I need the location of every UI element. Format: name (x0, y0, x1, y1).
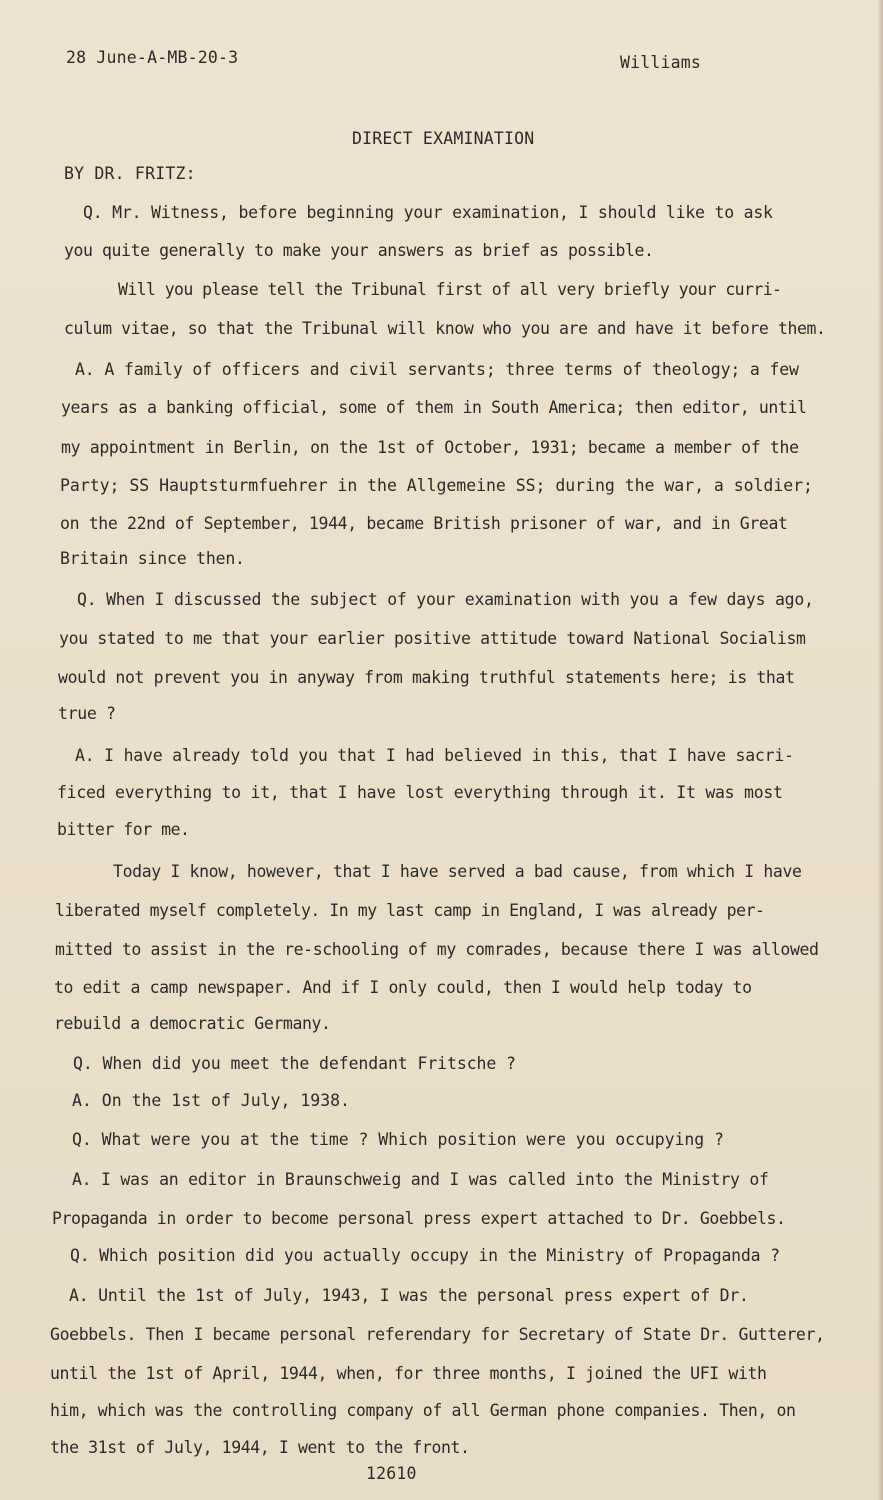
transcript-line: Q. Mr. Witness, before beginning your examination, I should like to ask (83, 203, 773, 222)
page-number: 12610 (366, 1464, 417, 1483)
speaker-name: Williams (620, 53, 702, 72)
transcript-line: ficed everything to it, that I have lost everything through it. It was most (57, 783, 783, 802)
transcript-line: Today I know, however, that I have served a bad cause, from which I have (113, 862, 802, 881)
section-title: DIRECT EXAMINATION (352, 129, 535, 148)
transcript-line: Will you please tell the Tribunal first of all very briefly your curri- (118, 280, 782, 299)
transcript-line: true ? (58, 704, 116, 723)
transcript-line: you stated to me that your earlier positive attitude toward National Socialism (59, 629, 806, 648)
transcript-line: Q. When I discussed the subject of your examination with you a few days ago, (77, 590, 814, 609)
transcript-line: culum vitae, so that the Tribunal will know who you are and have it before them. (64, 319, 826, 338)
transcript-line: liberated myself completely. In my last camp in England, I was already per- (55, 901, 765, 920)
transcript-line: to edit a camp newspaper. And if I only could, then I would help today to (54, 978, 752, 997)
page-edge-shadow (877, 0, 883, 1500)
transcript-line: Britain since then. (60, 549, 245, 568)
transcript-line: on the 22nd of September, 1944, became British prisoner of war, and in Great (60, 514, 788, 533)
transcript-line: A. A family of officers and civil servants; three terms of theology; a few (75, 360, 799, 379)
transcript-line: A. I have already told you that I had believed in this, that I have sacri- (75, 746, 794, 765)
document-id: 28 June-A-MB-20-3 (66, 48, 239, 67)
transcript-line: years as a banking official, some of them in South America; then editor, until (61, 398, 807, 417)
transcript-line: you quite generally to make your answers as brief as possible. (64, 241, 654, 260)
transcript-line: Q. What were you at the time ? Which position were you occupying ? (72, 1130, 724, 1149)
transcript-line: rebuild a democratic Germany. (54, 1014, 331, 1033)
examiner-byline: BY DR. FRITZ: (64, 164, 196, 183)
transcript-line: would not prevent you in anyway from making truthful statements here; is that (58, 668, 795, 687)
transcript-line: until the 1st of April, 1944, when, for three months, I joined the UFI with (50, 1364, 767, 1383)
transcript-line: Goebbels. Then I became personal referendary for Secretary of State Dr. Gutterer, (50, 1325, 825, 1344)
transcript-line: Q. When did you meet the defendant Fritsche ? (73, 1054, 516, 1073)
transcript-line: A. I was an editor in Braunschweig and I was called into the Ministry of (72, 1170, 769, 1189)
transcript-line: my appointment in Berlin, on the 1st of October, 1931; became a member of the (61, 438, 799, 457)
transcript-line: Party; SS Hauptsturmfuehrer in the Allgemeine SS; during the war, a soldier; (60, 476, 813, 495)
transcript-line: bitter for me. (57, 820, 190, 839)
transcript-line: Propaganda in order to become personal press expert attached to Dr. Goebbels. (52, 1209, 786, 1228)
transcript-line: the 31st of July, 1944, I went to the front. (50, 1438, 470, 1457)
transcript-line: him, which was the controlling company of all German phone companies. Then, on (50, 1401, 796, 1420)
transcript-line: A. On the 1st of July, 1938. (72, 1091, 350, 1110)
transcript-line: Q. Which position did you actually occupy in the Ministry of Propaganda ? (70, 1246, 780, 1265)
transcript-line: mitted to assist in the re-schooling of my comrades, because there I was allowed (55, 940, 819, 959)
transcript-line: A. Until the 1st of July, 1943, I was the personal press expert of Dr. (69, 1286, 749, 1305)
